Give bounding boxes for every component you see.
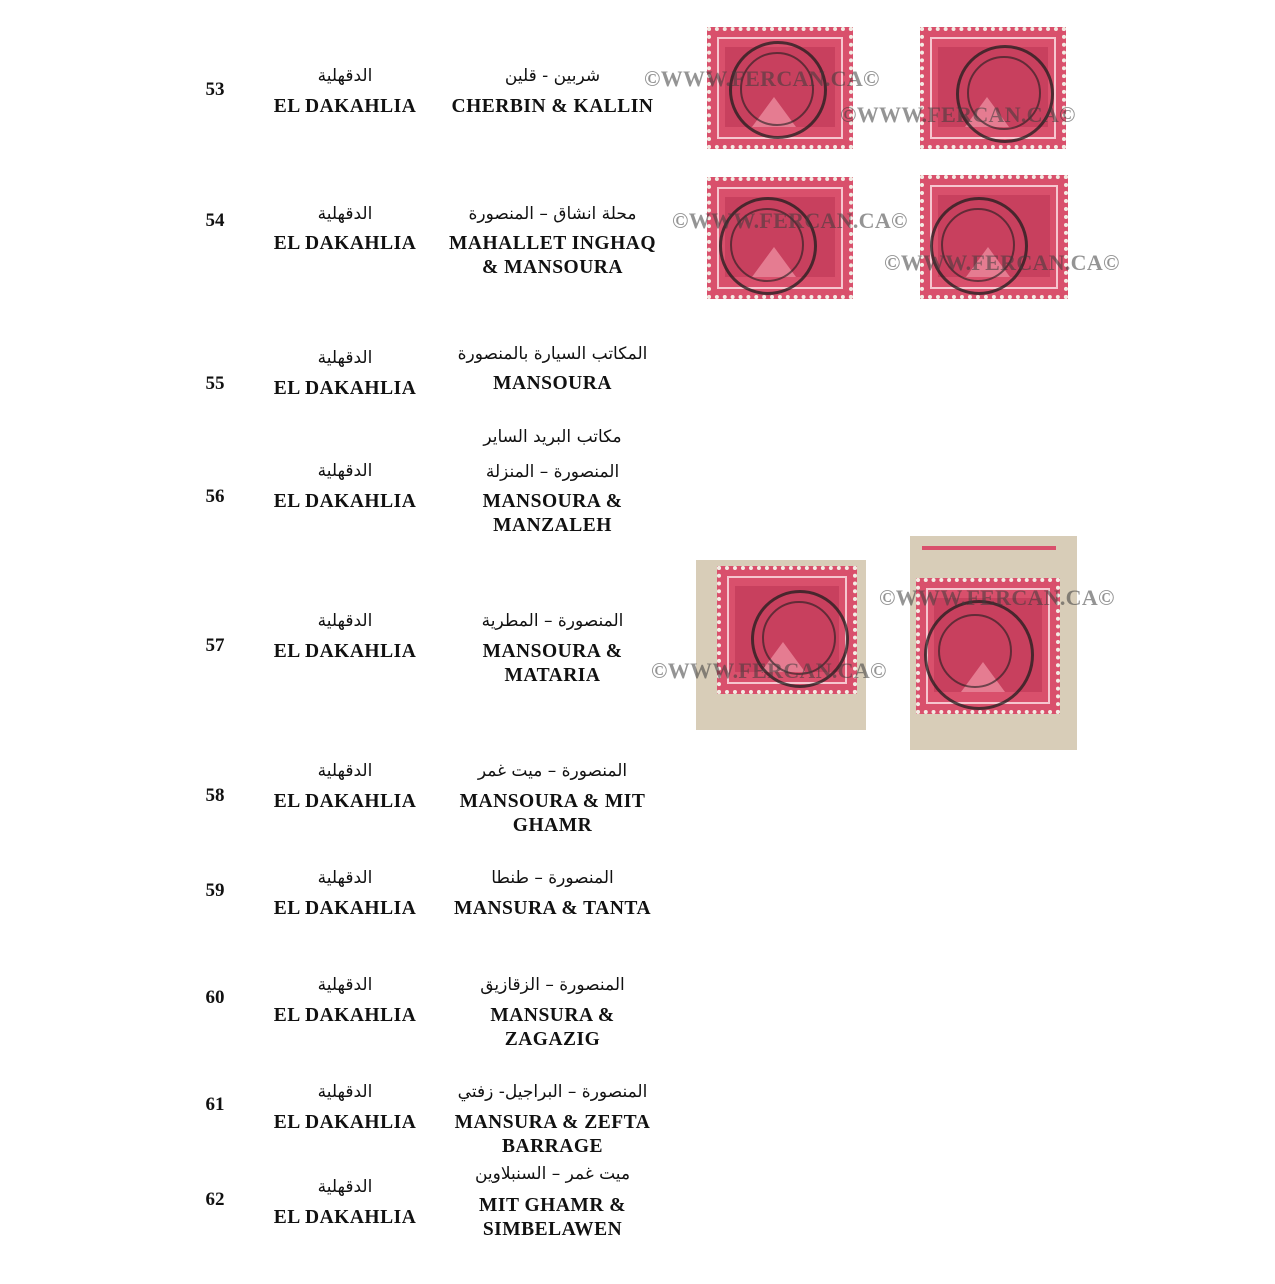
- location-english: MANSOURA: [493, 373, 612, 394]
- governorate-english: EL DAKAHLIA: [273, 233, 417, 254]
- governorate-english: EL DAKAHLIA: [273, 96, 417, 117]
- location-arabic: المنصورة – ميت غمر: [477, 761, 628, 781]
- location-arabic-top: مكاتب البريد الساير: [483, 427, 622, 447]
- stamp-image-mahallet-2: [920, 175, 1068, 299]
- governorate-arabic: الدقهلية: [317, 348, 373, 368]
- copyright-watermark: ©WWW.FERCAN.CA©: [644, 66, 880, 91]
- location-arabic: المنصورة – طنطا: [491, 868, 614, 888]
- location-english: MANSURA & ZAGAZIG: [490, 1005, 615, 1050]
- entry-number: 59: [205, 880, 225, 901]
- location-arabic: المكاتب السيارة بالمنصورة: [457, 344, 648, 364]
- copyright-watermark: ©WWW.FERCAN.CA©: [879, 585, 1115, 610]
- location-english: MIT GHAMR & SIMBELAWEN: [478, 1195, 627, 1240]
- location-english: MANSOURA & MANZALEH: [482, 491, 623, 536]
- sheet-margin-line: [922, 546, 1056, 550]
- copyright-watermark: ©WWW.FERCAN.CA©: [672, 208, 908, 233]
- entry-number: 58: [205, 785, 225, 806]
- copyright-watermark: ©WWW.FERCAN.CA©: [840, 102, 1076, 127]
- governorate-english: EL DAKAHLIA: [273, 491, 417, 512]
- stamp-image-cherbin-2: [920, 27, 1066, 149]
- governorate-english: EL DAKAHLIA: [273, 791, 417, 812]
- entry-number: 60: [205, 987, 225, 1008]
- location-english: MANSOURA & MATARIA: [482, 641, 623, 686]
- location-english: MANSURA & ZEFTA BARRAGE: [454, 1112, 651, 1157]
- governorate-arabic: الدقهلية: [317, 761, 373, 781]
- location-arabic: محلة انشاق – المنصورة: [468, 204, 637, 224]
- location-arabic: المنصورة – البراجيل- زفتي: [457, 1082, 648, 1102]
- governorate-arabic: الدقهلية: [317, 461, 373, 481]
- location-english: CHERBIN & KALLIN: [451, 96, 654, 117]
- governorate-english: EL DAKAHLIA: [273, 1005, 417, 1026]
- location-arabic: ميت غمر – السنبلاوين: [474, 1164, 631, 1184]
- entry-number: 55: [205, 373, 225, 394]
- governorate-english: EL DAKAHLIA: [273, 378, 417, 399]
- location-arabic: المنصورة – المطرية: [481, 611, 624, 631]
- copyright-watermark: ©WWW.FERCAN.CA©: [651, 658, 887, 683]
- entry-number: 53: [205, 79, 225, 100]
- entry-number: 61: [205, 1094, 225, 1115]
- location-english: MAHALLET INGHAQ & MANSOURA: [448, 233, 657, 278]
- entry-number: 56: [205, 486, 225, 507]
- entry-number: 57: [205, 635, 225, 656]
- governorate-english: EL DAKAHLIA: [273, 1207, 417, 1228]
- location-arabic: المنصورة – المنزلة: [485, 462, 620, 482]
- stamp-image-mahallet-1: [707, 177, 853, 299]
- governorate-arabic: الدقهلية: [317, 1177, 373, 1197]
- location-arabic: المنصورة – الزقازيق: [480, 975, 625, 995]
- entry-number: 54: [205, 210, 225, 231]
- governorate-arabic: الدقهلية: [317, 66, 373, 86]
- governorate-arabic: الدقهلية: [317, 611, 373, 631]
- governorate-english: EL DAKAHLIA: [273, 641, 417, 662]
- governorate-english: EL DAKAHLIA: [273, 898, 417, 919]
- copyright-watermark: ©WWW.FERCAN.CA©: [884, 250, 1120, 275]
- governorate-arabic: الدقهلية: [317, 868, 373, 888]
- entry-number: 62: [205, 1189, 225, 1210]
- location-english: MANSURA & TANTA: [453, 898, 652, 919]
- governorate-arabic: الدقهلية: [317, 1082, 373, 1102]
- location-arabic: شربين - قلين: [504, 66, 601, 86]
- location-english: MANSOURA & MIT GHAMR: [459, 791, 646, 836]
- governorate-english: EL DAKAHLIA: [273, 1112, 417, 1133]
- governorate-arabic: الدقهلية: [317, 975, 373, 995]
- governorate-arabic: الدقهلية: [317, 204, 373, 224]
